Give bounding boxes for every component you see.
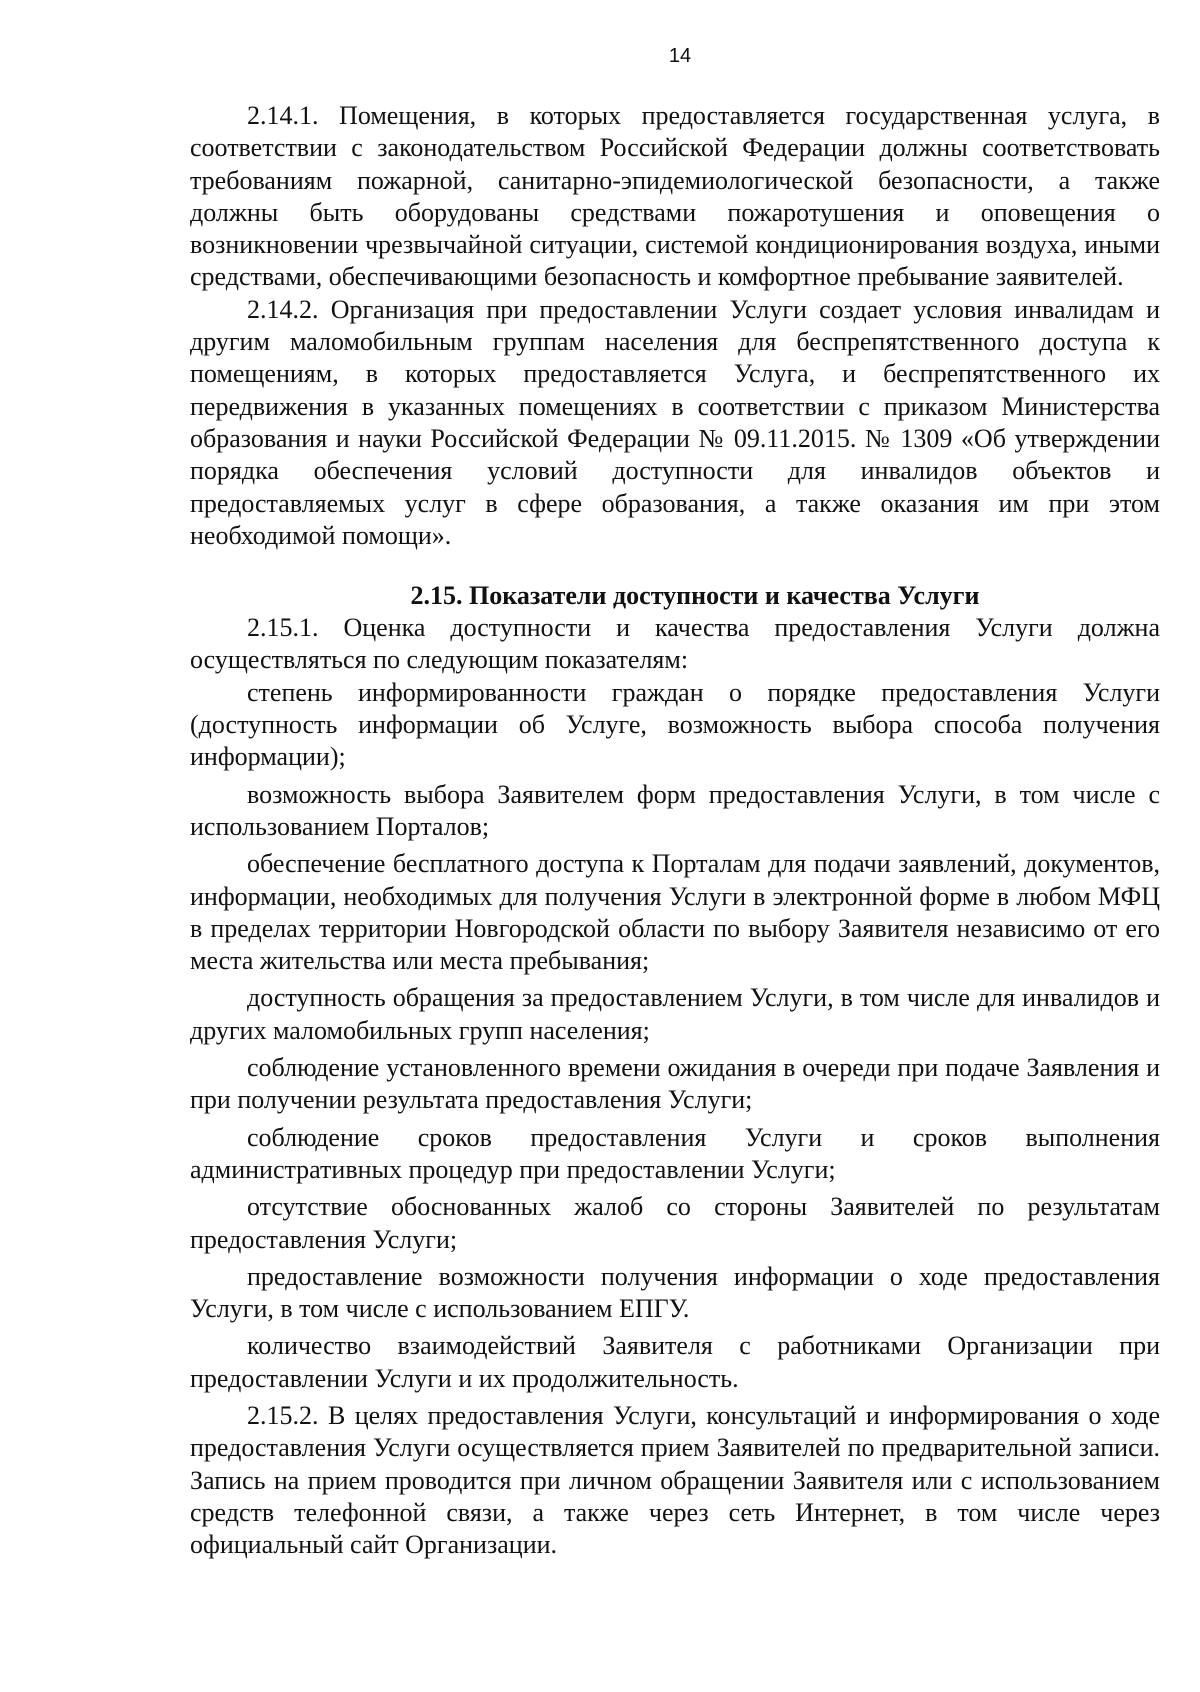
paragraph-2-14-2: 2.14.2. Организация при предоставлении Услуги создает условия инвалидам и другим маломобильным группам населения для беспрепятственного доступа к помещениям, в которых предоставляется Услуга, и беспрепятственного их передвижения в указанных помещениях в соответствии с приказом Министерства образования и науки Российской Федерации № 09.11.2015. № 1309 «Об утверждении порядка обеспечения условий доступности для инвалидов объектов и предоставляемых услуг в сфере образования, а также оказания им при этом необходимой помощи». [190,294,1160,550]
list-item: степень информированности граждан о порядке предоставления Услуги (доступность информации об Услуге, возможность выбора способа получения информации); [190,677,1160,772]
list-item: обеспечение бесплатного доступа к Порталам для подачи заявлений, документов, информации, необходимых для получения Услуги в электронной форме в любом МФЦ в пределах территории Новгородской области по выбору Заявителя независимо от его места жительства или места пребывания; [190,849,1160,976]
paragraph-2-15-2: 2.15.2. В целях предоставления Услуги, консультаций и информирования о ходе предоставления Услуги осуществляется прием Заявителей по предварительной записи. Запись на прием проводится при личном обращении Заявителя или с использованием средств телефонной связи, а также через сеть Интернет, в том числе через официальный сайт Организации. [190,1400,1160,1560]
list-item: количество взаимодействий Заявителя с работниками Организации при предоставлении Услуги и их продолжительность. [190,1331,1160,1393]
list-item: доступность обращения за предоставлением Услуги, в том числе для инвалидов и других маломобильных групп населения; [190,983,1160,1045]
paragraph-2-15-1: 2.15.1. Оценка доступности и качества предоставления Услуги должна осуществляться по следующим показателям: [190,613,1160,675]
list-item: соблюдение сроков предоставления Услуги и сроков выполнения административных процедур при предоставлении Услуги; [190,1122,1160,1184]
list-item: возможность выбора Заявителем форм предоставления Услуги, в том числе с использованием Порталов; [190,779,1160,841]
page-number: 14 [668,45,692,67]
list-item: соблюдение установленного времени ожидания в очереди при подаче Заявления и при получении результата предоставления Услуги; [190,1053,1160,1115]
list-item: отсутствие обоснованных жалоб со стороны Заявителей по результатам предоставления Услуги; [190,1192,1160,1254]
section-heading-2-15: 2.15. Показатели доступности и качества Услуги [410,581,980,611]
list-item: предоставление возможности получения информации о ходе предоставления Услуги, в том числе с использованием ЕПГУ. [190,1261,1160,1324]
paragraph-2-14-1: 2.14.1. Помещения, в которых предоставляется государственная услуга, в соответствии с законодательством Российской Федерации должны соответствовать требованиям пожарной, санитарно-эпидемиологической безопасности, а также должны быть оборудованы средствами пожаротушения и оповещения о возникновении чрезвычайной ситуации, системой кондиционирования воздуха, иными средствами, обеспечивающими безопасность и комфортное пребывание заявителей. [190,101,1160,292]
document-body [190,100,1160,1561]
